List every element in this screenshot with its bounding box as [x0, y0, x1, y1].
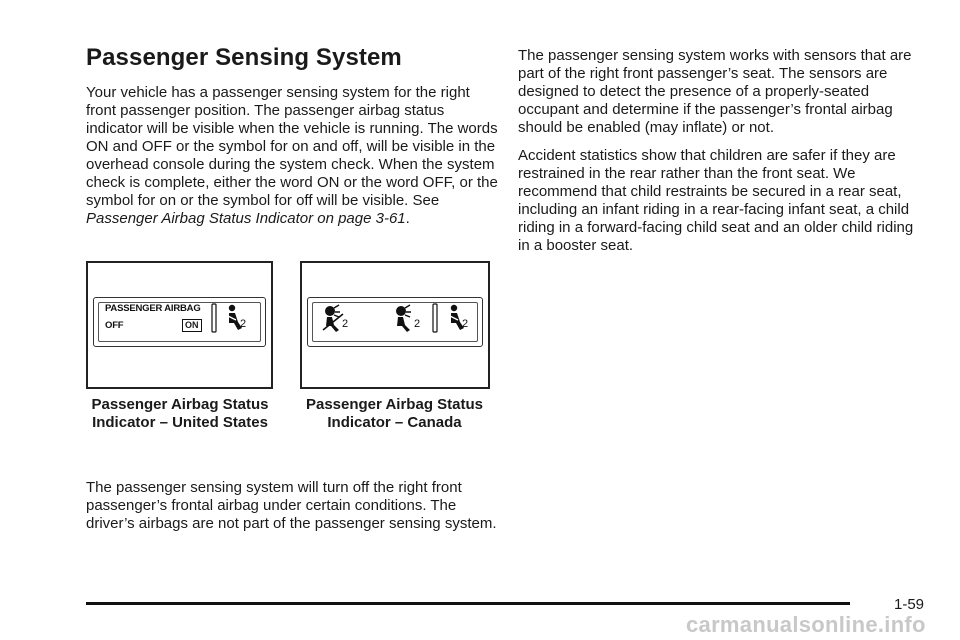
us-panel-label: PASSENGER AIRBAG — [105, 303, 201, 314]
us-on-label: ON — [182, 319, 202, 332]
us-off-label: OFF — [105, 320, 124, 331]
canada-icon-number-3: 2 — [462, 318, 468, 330]
watermark: carmanualsonline.info — [686, 612, 926, 637]
figure-us-caption: Passenger Airbag Status Indicator – United States — [91, 396, 269, 431]
page-reference-link[interactable]: Passenger Airbag Status Indicator on page 3-61 — [86, 210, 406, 227]
right-paragraph-1: The passenger sensing system works with sensors that are part of the right front passenger’s seat. The sensors are designed to detect the presence of a properly-seated occupant and determine if the passenger’s frontal airbag should be enabled (may inflate) or not. — [518, 47, 912, 136]
us-indicator-panel — [93, 297, 266, 347]
intro-text: Your vehicle has a passenger sensing system for the right front passenger position. The passenger airbag status indicator will be visible when the vehicle is running. The words ON and OFF or the symbol for on and off, will be visible in the overhead console during the system check. When the system check is complete, either the word ON or the word OFF, or the symbol for on or the symbol for off will be visible. See — [86, 84, 498, 209]
page-number: 1-59 — [894, 596, 925, 613]
footer-rule — [86, 602, 850, 605]
intro-end: . — [405, 210, 410, 227]
figure-us-indicator — [86, 261, 273, 389]
right-paragraph-2: Accident statistics show that children are safer if they are restrained in the rear rather than the front seat. We recommend that child restraints be secured in a rear seat, including an infant riding in a rear-facing infant seat, a child riding in a forward-facing child seat and an older child riding in a booster seat. — [518, 147, 914, 254]
figure-canada-indicator — [300, 261, 490, 389]
lower-left-paragraph: The passenger sensing system will turn off the right front passenger’s frontal airbag under certain conditions. The driver’s airbags are not part of the passenger sensing system. — [86, 479, 497, 532]
canada-icon-number-2: 2 — [414, 318, 420, 330]
us-icon-number: 2 — [240, 318, 246, 330]
canada-divider-icon — [430, 303, 444, 333]
canada-indicator-panel — [307, 297, 483, 347]
page-title: Passenger Sensing System — [86, 44, 402, 71]
right-column — [518, 47, 928, 265]
figure-canada-caption: Passenger Airbag Status Indicator – Canada — [305, 396, 483, 431]
left-column — [86, 84, 498, 238]
us-divider-icon — [209, 303, 223, 333]
canada-icon-number-1: 2 — [342, 318, 348, 330]
intro-paragraph — [86, 84, 498, 228]
